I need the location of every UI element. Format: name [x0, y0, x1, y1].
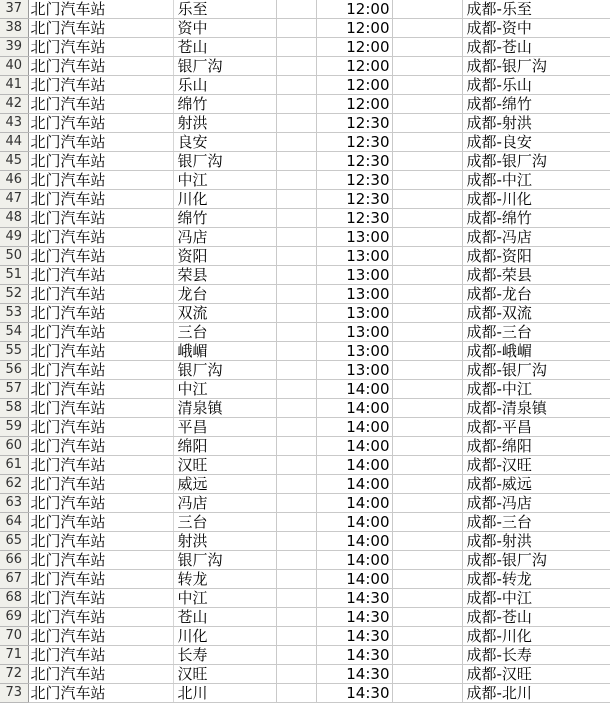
- cell-empty[interactable]: [276, 266, 316, 285]
- row-header[interactable]: 43: [0, 114, 28, 133]
- cell-empty[interactable]: [276, 380, 316, 399]
- cell-empty[interactable]: [392, 95, 462, 114]
- cell-time[interactable]: 14:00: [316, 513, 392, 532]
- table-row: [0, 76, 610, 95]
- row-header[interactable]: 62: [0, 475, 28, 494]
- cell-station[interactable]: 北门汽车站: [28, 456, 173, 475]
- cell-destination[interactable]: 长寿: [173, 646, 276, 665]
- cell-route[interactable]: 成都-射洪: [462, 532, 610, 551]
- table-row: [0, 684, 610, 703]
- cell-route[interactable]: 成都-银厂沟: [462, 57, 610, 76]
- cell-time[interactable]: 12:00: [316, 0, 392, 19]
- cell-empty[interactable]: [392, 57, 462, 76]
- cell-empty[interactable]: [276, 285, 316, 304]
- cell-empty[interactable]: [392, 247, 462, 266]
- cell-empty[interactable]: [276, 418, 316, 437]
- cell-destination[interactable]: 冯店: [173, 494, 276, 513]
- row-header[interactable]: 73: [0, 684, 28, 703]
- row-header[interactable]: 38: [0, 19, 28, 38]
- cell-route[interactable]: 成都-荣县: [462, 266, 610, 285]
- cell-route[interactable]: 成都-中江: [462, 380, 610, 399]
- cell-destination[interactable]: 中江: [173, 171, 276, 190]
- cell-empty[interactable]: [276, 684, 316, 703]
- cell-empty[interactable]: [392, 209, 462, 228]
- row-header[interactable]: 48: [0, 209, 28, 228]
- cell-destination[interactable]: 汉旺: [173, 456, 276, 475]
- table-row: [0, 399, 610, 418]
- cell-station[interactable]: 北门汽车站: [28, 399, 173, 418]
- cell-route[interactable]: 成都-中江: [462, 589, 610, 608]
- row-header[interactable]: 47: [0, 190, 28, 209]
- table-row: [0, 152, 610, 171]
- cell-destination[interactable]: 绵竹: [173, 209, 276, 228]
- cell-route[interactable]: 成都-资阳: [462, 247, 610, 266]
- row-header[interactable]: 63: [0, 494, 28, 513]
- cell-empty[interactable]: [392, 228, 462, 247]
- cell-empty[interactable]: [276, 342, 316, 361]
- cell-destination[interactable]: 乐山: [173, 76, 276, 95]
- cell-empty[interactable]: [392, 551, 462, 570]
- cell-empty[interactable]: [276, 171, 316, 190]
- cell-empty[interactable]: [392, 532, 462, 551]
- cell-time[interactable]: 14:30: [316, 665, 392, 684]
- cell-empty[interactable]: [392, 304, 462, 323]
- cell-station[interactable]: 北门汽车站: [28, 551, 173, 570]
- cell-empty[interactable]: [276, 570, 316, 589]
- row-header[interactable]: 46: [0, 171, 28, 190]
- row-header[interactable]: 59: [0, 418, 28, 437]
- cell-empty[interactable]: [276, 114, 316, 133]
- cell-empty[interactable]: [392, 418, 462, 437]
- cell-station[interactable]: 北门汽车站: [28, 57, 173, 76]
- cell-empty[interactable]: [276, 38, 316, 57]
- cell-empty[interactable]: [392, 513, 462, 532]
- cell-empty[interactable]: [276, 456, 316, 475]
- table-row: [0, 323, 610, 342]
- cell-destination[interactable]: 苍山: [173, 608, 276, 627]
- cell-station[interactable]: 北门汽车站: [28, 342, 173, 361]
- cell-route[interactable]: 成都-绵阳: [462, 437, 610, 456]
- cell-station[interactable]: 北门汽车站: [28, 19, 173, 38]
- cell-route[interactable]: 成都-中江: [462, 171, 610, 190]
- cell-station[interactable]: 北门汽车站: [28, 0, 173, 19]
- cell-time[interactable]: 14:30: [316, 646, 392, 665]
- cell-route[interactable]: 成都-川化: [462, 627, 610, 646]
- cell-empty[interactable]: [276, 646, 316, 665]
- cell-empty[interactable]: [392, 0, 462, 19]
- row-header[interactable]: 70: [0, 627, 28, 646]
- table-row: [0, 665, 610, 684]
- cell-empty[interactable]: [276, 532, 316, 551]
- cell-empty[interactable]: [276, 589, 316, 608]
- cell-destination[interactable]: 峨嵋: [173, 342, 276, 361]
- cell-station[interactable]: 北门汽车站: [28, 665, 173, 684]
- cell-station[interactable]: 北门汽车站: [28, 171, 173, 190]
- cell-empty[interactable]: [276, 323, 316, 342]
- cell-empty[interactable]: [392, 494, 462, 513]
- cell-station[interactable]: 北门汽车站: [28, 646, 173, 665]
- cell-destination[interactable]: 良安: [173, 133, 276, 152]
- cell-station[interactable]: 北门汽车站: [28, 513, 173, 532]
- cell-empty[interactable]: [392, 665, 462, 684]
- row-header[interactable]: 37: [0, 0, 28, 19]
- row-header[interactable]: 61: [0, 456, 28, 475]
- cell-destination[interactable]: 三台: [173, 513, 276, 532]
- cell-empty[interactable]: [276, 494, 316, 513]
- table-row: [0, 589, 610, 608]
- cell-destination[interactable]: 双流: [173, 304, 276, 323]
- cell-time[interactable]: 14:30: [316, 627, 392, 646]
- row-header[interactable]: 52: [0, 285, 28, 304]
- cell-time[interactable]: 13:00: [316, 285, 392, 304]
- table-row: [0, 646, 610, 665]
- cell-route[interactable]: 成都-转龙: [462, 570, 610, 589]
- cell-route[interactable]: 成都-汉旺: [462, 665, 610, 684]
- cell-empty[interactable]: [392, 475, 462, 494]
- cell-station[interactable]: 北门汽车站: [28, 133, 173, 152]
- cell-time[interactable]: 14:30: [316, 684, 392, 703]
- cell-empty[interactable]: [392, 399, 462, 418]
- cell-destination[interactable]: 北川: [173, 684, 276, 703]
- cell-time[interactable]: 12:00: [316, 95, 392, 114]
- cell-route[interactable]: 成都-银厂沟: [462, 551, 610, 570]
- cell-destination[interactable]: 资阳: [173, 247, 276, 266]
- row-header[interactable]: 58: [0, 399, 28, 418]
- cell-destination[interactable]: 中江: [173, 589, 276, 608]
- cell-route[interactable]: 成都-汉旺: [462, 456, 610, 475]
- cell-route[interactable]: 成都-川化: [462, 190, 610, 209]
- cell-route[interactable]: 成都-双流: [462, 304, 610, 323]
- cell-destination[interactable]: 银厂沟: [173, 551, 276, 570]
- cell-empty[interactable]: [392, 190, 462, 209]
- table-row: [0, 19, 610, 38]
- cell-station[interactable]: 北门汽车站: [28, 627, 173, 646]
- cell-station[interactable]: 北门汽车站: [28, 114, 173, 133]
- cell-route[interactable]: 成都-龙台: [462, 285, 610, 304]
- cell-destination[interactable]: 三台: [173, 323, 276, 342]
- cell-empty[interactable]: [276, 475, 316, 494]
- cell-destination[interactable]: 汉旺: [173, 665, 276, 684]
- cell-time[interactable]: 14:00: [316, 570, 392, 589]
- cell-station[interactable]: 北门汽车站: [28, 418, 173, 437]
- cell-route[interactable]: 成都-绵竹: [462, 95, 610, 114]
- row-header[interactable]: 55: [0, 342, 28, 361]
- cell-destination[interactable]: 平昌: [173, 418, 276, 437]
- cell-destination[interactable]: 射洪: [173, 532, 276, 551]
- row-header[interactable]: 68: [0, 589, 28, 608]
- table-row: [0, 608, 610, 627]
- cell-route[interactable]: 成都-绵竹: [462, 209, 610, 228]
- cell-station[interactable]: 北门汽车站: [28, 304, 173, 323]
- table-row: [0, 171, 610, 190]
- cell-time[interactable]: 12:30: [316, 190, 392, 209]
- table-row: [0, 247, 610, 266]
- cell-destination[interactable]: 荣县: [173, 266, 276, 285]
- cell-route[interactable]: 成都-北川: [462, 684, 610, 703]
- cell-destination[interactable]: 银厂沟: [173, 361, 276, 380]
- cell-empty[interactable]: [392, 361, 462, 380]
- cell-route[interactable]: 成都-平昌: [462, 418, 610, 437]
- row-header[interactable]: 56: [0, 361, 28, 380]
- cell-route[interactable]: 成都-威远: [462, 475, 610, 494]
- table-row: [0, 57, 610, 76]
- cell-route[interactable]: 成都-资中: [462, 19, 610, 38]
- cell-route[interactable]: 成都-银厂沟: [462, 361, 610, 380]
- cell-station[interactable]: 北门汽车站: [28, 570, 173, 589]
- cell-destination[interactable]: 资中: [173, 19, 276, 38]
- table-row: [0, 418, 610, 437]
- cell-route[interactable]: 成都-峨嵋: [462, 342, 610, 361]
- cell-route[interactable]: 成都-三台: [462, 323, 610, 342]
- row-header[interactable]: 65: [0, 532, 28, 551]
- cell-empty[interactable]: [276, 19, 316, 38]
- cell-empty[interactable]: [392, 133, 462, 152]
- cell-empty[interactable]: [276, 152, 316, 171]
- row-header[interactable]: 57: [0, 380, 28, 399]
- row-header[interactable]: 60: [0, 437, 28, 456]
- row-header[interactable]: 72: [0, 665, 28, 684]
- table-row: [0, 437, 610, 456]
- cell-destination[interactable]: 威远: [173, 475, 276, 494]
- cell-route[interactable]: 成都-苍山: [462, 38, 610, 57]
- row-header[interactable]: 50: [0, 247, 28, 266]
- cell-time[interactable]: 12:00: [316, 38, 392, 57]
- cell-station[interactable]: 北门汽车站: [28, 228, 173, 247]
- cell-time[interactable]: 14:00: [316, 418, 392, 437]
- cell-destination[interactable]: 转龙: [173, 570, 276, 589]
- cell-destination[interactable]: 银厂沟: [173, 152, 276, 171]
- cell-empty[interactable]: [392, 171, 462, 190]
- cell-route[interactable]: 成都-长寿: [462, 646, 610, 665]
- cell-route[interactable]: 成都-冯店: [462, 228, 610, 247]
- cell-time[interactable]: 14:00: [316, 551, 392, 570]
- table-row: [0, 228, 610, 247]
- cell-route[interactable]: 成都-乐山: [462, 76, 610, 95]
- cell-time[interactable]: 14:00: [316, 437, 392, 456]
- cell-time[interactable]: 13:00: [316, 304, 392, 323]
- cell-station[interactable]: 北门汽车站: [28, 437, 173, 456]
- cell-time[interactable]: 14:00: [316, 475, 392, 494]
- cell-station[interactable]: 北门汽车站: [28, 152, 173, 171]
- cell-route[interactable]: 成都-射洪: [462, 114, 610, 133]
- cell-time[interactable]: 13:00: [316, 247, 392, 266]
- cell-empty[interactable]: [392, 114, 462, 133]
- cell-empty[interactable]: [392, 342, 462, 361]
- cell-destination[interactable]: 中江: [173, 380, 276, 399]
- cell-station[interactable]: 北门汽车站: [28, 589, 173, 608]
- row-header[interactable]: 66: [0, 551, 28, 570]
- table-row: [0, 209, 610, 228]
- row-header[interactable]: 41: [0, 76, 28, 95]
- cell-empty[interactable]: [276, 437, 316, 456]
- cell-destination[interactable]: 乐至: [173, 0, 276, 19]
- cell-empty[interactable]: [392, 646, 462, 665]
- cell-empty[interactable]: [276, 57, 316, 76]
- table-row: [0, 494, 610, 513]
- cell-time[interactable]: 12:30: [316, 152, 392, 171]
- cell-time[interactable]: 12:30: [316, 209, 392, 228]
- cell-station[interactable]: 北门汽车站: [28, 247, 173, 266]
- cell-time[interactable]: 12:30: [316, 133, 392, 152]
- row-header[interactable]: 54: [0, 323, 28, 342]
- table-row: [0, 570, 610, 589]
- cell-station[interactable]: 北门汽车站: [28, 285, 173, 304]
- cell-empty[interactable]: [392, 38, 462, 57]
- cell-empty[interactable]: [392, 323, 462, 342]
- cell-empty[interactable]: [276, 304, 316, 323]
- cell-destination[interactable]: 射洪: [173, 114, 276, 133]
- row-header[interactable]: 39: [0, 38, 28, 57]
- cell-empty[interactable]: [392, 608, 462, 627]
- cell-empty[interactable]: [392, 19, 462, 38]
- cell-empty[interactable]: [276, 361, 316, 380]
- cell-time[interactable]: 12:00: [316, 76, 392, 95]
- cell-time[interactable]: 12:30: [316, 114, 392, 133]
- cell-empty[interactable]: [276, 665, 316, 684]
- cell-empty[interactable]: [276, 551, 316, 570]
- cell-destination[interactable]: 川化: [173, 190, 276, 209]
- row-header[interactable]: 51: [0, 266, 28, 285]
- cell-route[interactable]: 成都-良安: [462, 133, 610, 152]
- cell-route[interactable]: 成都-苍山: [462, 608, 610, 627]
- table-row: [0, 95, 610, 114]
- cell-time[interactable]: 14:00: [316, 494, 392, 513]
- cell-empty[interactable]: [392, 266, 462, 285]
- cell-empty[interactable]: [276, 190, 316, 209]
- table-row: [0, 551, 610, 570]
- cell-destination[interactable]: 银厂沟: [173, 57, 276, 76]
- cell-empty[interactable]: [276, 76, 316, 95]
- cell-time[interactable]: 14:00: [316, 456, 392, 475]
- table-row: [0, 513, 610, 532]
- row-header[interactable]: 53: [0, 304, 28, 323]
- cell-destination[interactable]: 绵竹: [173, 95, 276, 114]
- table-row: [0, 190, 610, 209]
- cell-empty[interactable]: [276, 627, 316, 646]
- cell-empty[interactable]: [392, 437, 462, 456]
- table-row: [0, 0, 610, 19]
- cell-time[interactable]: 12:30: [316, 171, 392, 190]
- row-header[interactable]: 40: [0, 57, 28, 76]
- cell-station[interactable]: 北门汽车站: [28, 475, 173, 494]
- table-row: [0, 114, 610, 133]
- row-header[interactable]: 42: [0, 95, 28, 114]
- table-row: [0, 627, 610, 646]
- cell-station[interactable]: 北门汽车站: [28, 95, 173, 114]
- cell-time[interactable]: 13:00: [316, 342, 392, 361]
- cell-empty[interactable]: [276, 95, 316, 114]
- cell-empty[interactable]: [392, 152, 462, 171]
- cell-empty[interactable]: [276, 513, 316, 532]
- table-row: [0, 361, 610, 380]
- cell-empty[interactable]: [392, 380, 462, 399]
- cell-station[interactable]: 北门汽车站: [28, 190, 173, 209]
- cell-empty[interactable]: [392, 589, 462, 608]
- row-header[interactable]: 67: [0, 570, 28, 589]
- cell-empty[interactable]: [392, 570, 462, 589]
- cell-station[interactable]: 北门汽车站: [28, 684, 173, 703]
- cell-empty[interactable]: [392, 627, 462, 646]
- table-row: [0, 475, 610, 494]
- cell-station[interactable]: 北门汽车站: [28, 38, 173, 57]
- table-row: [0, 304, 610, 323]
- cell-station[interactable]: 北门汽车站: [28, 494, 173, 513]
- cell-station[interactable]: 北门汽车站: [28, 266, 173, 285]
- cell-station[interactable]: 北门汽车站: [28, 532, 173, 551]
- table-row: [0, 342, 610, 361]
- table-row: [0, 133, 610, 152]
- cell-destination[interactable]: 苍山: [173, 38, 276, 57]
- row-header[interactable]: 71: [0, 646, 28, 665]
- row-header[interactable]: 49: [0, 228, 28, 247]
- row-header[interactable]: 45: [0, 152, 28, 171]
- cell-station[interactable]: 北门汽车站: [28, 209, 173, 228]
- cell-station[interactable]: 北门汽车站: [28, 76, 173, 95]
- cell-route[interactable]: 成都-三台: [462, 513, 610, 532]
- cell-empty[interactable]: [392, 285, 462, 304]
- cell-empty[interactable]: [276, 247, 316, 266]
- cell-empty[interactable]: [276, 608, 316, 627]
- cell-route[interactable]: 成都-冯店: [462, 494, 610, 513]
- table-row: [0, 266, 610, 285]
- cell-time[interactable]: 14:30: [316, 589, 392, 608]
- row-header[interactable]: 64: [0, 513, 28, 532]
- cell-empty[interactable]: [276, 399, 316, 418]
- table-row: [0, 38, 610, 57]
- table-row: [0, 285, 610, 304]
- cell-destination[interactable]: 清泉镇: [173, 399, 276, 418]
- table-row: [0, 380, 610, 399]
- cell-time[interactable]: 14:00: [316, 399, 392, 418]
- cell-time[interactable]: 13:00: [316, 323, 392, 342]
- cell-time[interactable]: 13:00: [316, 228, 392, 247]
- cell-empty[interactable]: [276, 209, 316, 228]
- cell-time[interactable]: 12:00: [316, 19, 392, 38]
- cell-time[interactable]: 14:00: [316, 380, 392, 399]
- cell-station[interactable]: 北门汽车站: [28, 323, 173, 342]
- cell-station[interactable]: 北门汽车站: [28, 380, 173, 399]
- cell-time[interactable]: 13:00: [316, 266, 392, 285]
- cell-time[interactable]: 14:00: [316, 532, 392, 551]
- cell-destination[interactable]: 龙台: [173, 285, 276, 304]
- table-row: [0, 532, 610, 551]
- cell-destination[interactable]: 绵阳: [173, 437, 276, 456]
- row-header[interactable]: 69: [0, 608, 28, 627]
- cell-time[interactable]: 13:00: [316, 361, 392, 380]
- cell-empty[interactable]: [392, 76, 462, 95]
- cell-station[interactable]: 北门汽车站: [28, 608, 173, 627]
- cell-route[interactable]: 成都-清泉镇: [462, 399, 610, 418]
- cell-empty[interactable]: [276, 0, 316, 19]
- cell-empty[interactable]: [276, 228, 316, 247]
- cell-route[interactable]: 成都-银厂沟: [462, 152, 610, 171]
- row-header[interactable]: 44: [0, 133, 28, 152]
- cell-route[interactable]: 成都-乐至: [462, 0, 610, 19]
- table-row: [0, 456, 610, 475]
- cell-empty[interactable]: [392, 456, 462, 475]
- cell-empty[interactable]: [392, 684, 462, 703]
- cell-destination[interactable]: 川化: [173, 627, 276, 646]
- cell-destination[interactable]: 冯店: [173, 228, 276, 247]
- cell-station[interactable]: 北门汽车站: [28, 361, 173, 380]
- cell-time[interactable]: 12:00: [316, 57, 392, 76]
- cell-empty[interactable]: [276, 133, 316, 152]
- cell-time[interactable]: 14:30: [316, 608, 392, 627]
